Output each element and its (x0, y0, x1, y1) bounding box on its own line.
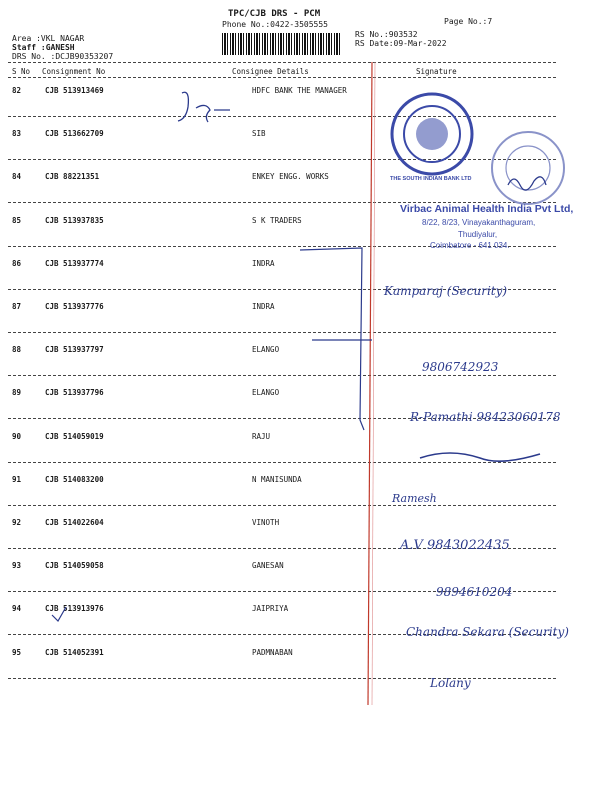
row-consignment: CJB 514059019 (45, 432, 104, 441)
drs-number: DRS No. :DCJB90353207 (12, 52, 114, 61)
row-consignment: CJB 514052391 (45, 648, 104, 657)
signature-92: A.V 9843022435 (400, 538, 510, 553)
company-stamp-line4: Coimbatore - 641 034. (430, 241, 510, 250)
row-consignment: CJB 514022604 (45, 518, 104, 527)
date-stamp-outer (492, 132, 564, 204)
tick-mark (52, 607, 66, 621)
page-number: Page No.:7 (444, 17, 493, 26)
row-sno: 82 (12, 86, 22, 95)
signature-84 (508, 177, 546, 190)
row-sno: 87 (12, 302, 22, 311)
staff-label: Staff :GANESH (12, 43, 75, 52)
row-sno: 94 (12, 604, 22, 613)
company-stamp-line1: Virbac Animal Health India Pvt Ltd, (400, 203, 574, 215)
round-stamp-date: 22 (426, 153, 437, 163)
signature-94: Chandra Sekara (Security) (406, 625, 569, 639)
margin-line (368, 62, 372, 705)
row-consignment: CJB 514083200 (45, 475, 104, 484)
signature-95: Lolany (430, 676, 471, 690)
col-sno: S No (12, 67, 31, 76)
row-sno: 85 (12, 216, 22, 225)
row-consignee: GANESAN (252, 561, 284, 570)
row-consignee: INDRA (252, 302, 275, 311)
row-consignment: CJB 513937774 (45, 259, 104, 268)
row-consignee: VINOTH (252, 518, 280, 527)
row-sno: 84 (12, 172, 22, 181)
row-consignee: PADMNABAN (252, 648, 293, 657)
row-sno: 95 (12, 648, 22, 657)
row-consignee: JAIPRIYA (252, 604, 289, 613)
row-sno: 93 (12, 561, 22, 570)
row-consignment: CJB 513662709 (45, 129, 104, 138)
row-consignee: S K TRADERS (252, 216, 302, 225)
row-consignment: CJB 513913469 (45, 86, 104, 95)
rs-date: RS Date:09-Mar-2022 (355, 39, 447, 48)
col-signature: Signature (416, 67, 457, 76)
row-consignee: ELANGO (252, 388, 280, 397)
row-sno: 92 (12, 518, 22, 527)
col-consignee: Consignee Details (232, 67, 309, 76)
row-consignment: CJB 513937796 (45, 388, 104, 397)
row-consignee: SIB (252, 129, 266, 138)
rs-number: RS No.:903532 (355, 30, 418, 39)
row-sno: 91 (12, 475, 22, 484)
bank-stamp-core (416, 118, 448, 150)
row-sno: 83 (12, 129, 22, 138)
row-consignment: CJB 514059058 (45, 561, 104, 570)
row-consignment: CJB 513937835 (45, 216, 104, 225)
margin-line-2 (372, 62, 375, 705)
area-label: Area :VKL NAGAR (12, 34, 85, 43)
row-sno: 88 (12, 345, 22, 354)
row-consignee: INDRA (252, 259, 275, 268)
row-sno: 89 (12, 388, 22, 397)
row-consignee: HDFC BANK THE MANAGER (252, 86, 347, 95)
round-stamp-text: THE SOUTH INDIAN BANK LTD (390, 176, 472, 182)
row-consignment: CJB 513937776 (45, 302, 104, 311)
bracket-line (300, 248, 364, 430)
row-consignment: CJB 513937797 (45, 345, 104, 354)
page-title: TPC/CJB DRS - PCM (228, 9, 321, 19)
signature-91: Ramesh (392, 492, 437, 505)
initials-mark (178, 92, 230, 122)
col-consignment: Consignment No (42, 67, 106, 76)
strike-scribble (420, 453, 540, 461)
signature-86: Kamparaj (Security) (384, 284, 508, 298)
row-consignee: RAJU (252, 432, 271, 441)
row-consignee: ELANGO (252, 345, 280, 354)
date-stamp-inner (506, 146, 550, 190)
company-stamp-line3: Thudiyalur, (458, 230, 498, 239)
row-consignment: CJB 513913976 (45, 604, 104, 613)
row-sno: 86 (12, 259, 22, 268)
company-stamp-line2: 8/22, 8/23, Vinayakanthaguram, (422, 218, 536, 227)
phone-number: Phone No.:0422-3505555 (222, 20, 328, 29)
phone-88: 9806742923 (422, 360, 499, 374)
row-consignee: ENKEY ENGG. WORKS (252, 172, 329, 181)
phone-93: 9894610204 (436, 585, 513, 599)
row-consignment: CJB 88221351 (45, 172, 100, 181)
row-sno: 90 (12, 432, 22, 441)
row-consignee: N MANISUNDA (252, 475, 302, 484)
signature-89: R-Pamathi 98423060178 (410, 410, 561, 424)
